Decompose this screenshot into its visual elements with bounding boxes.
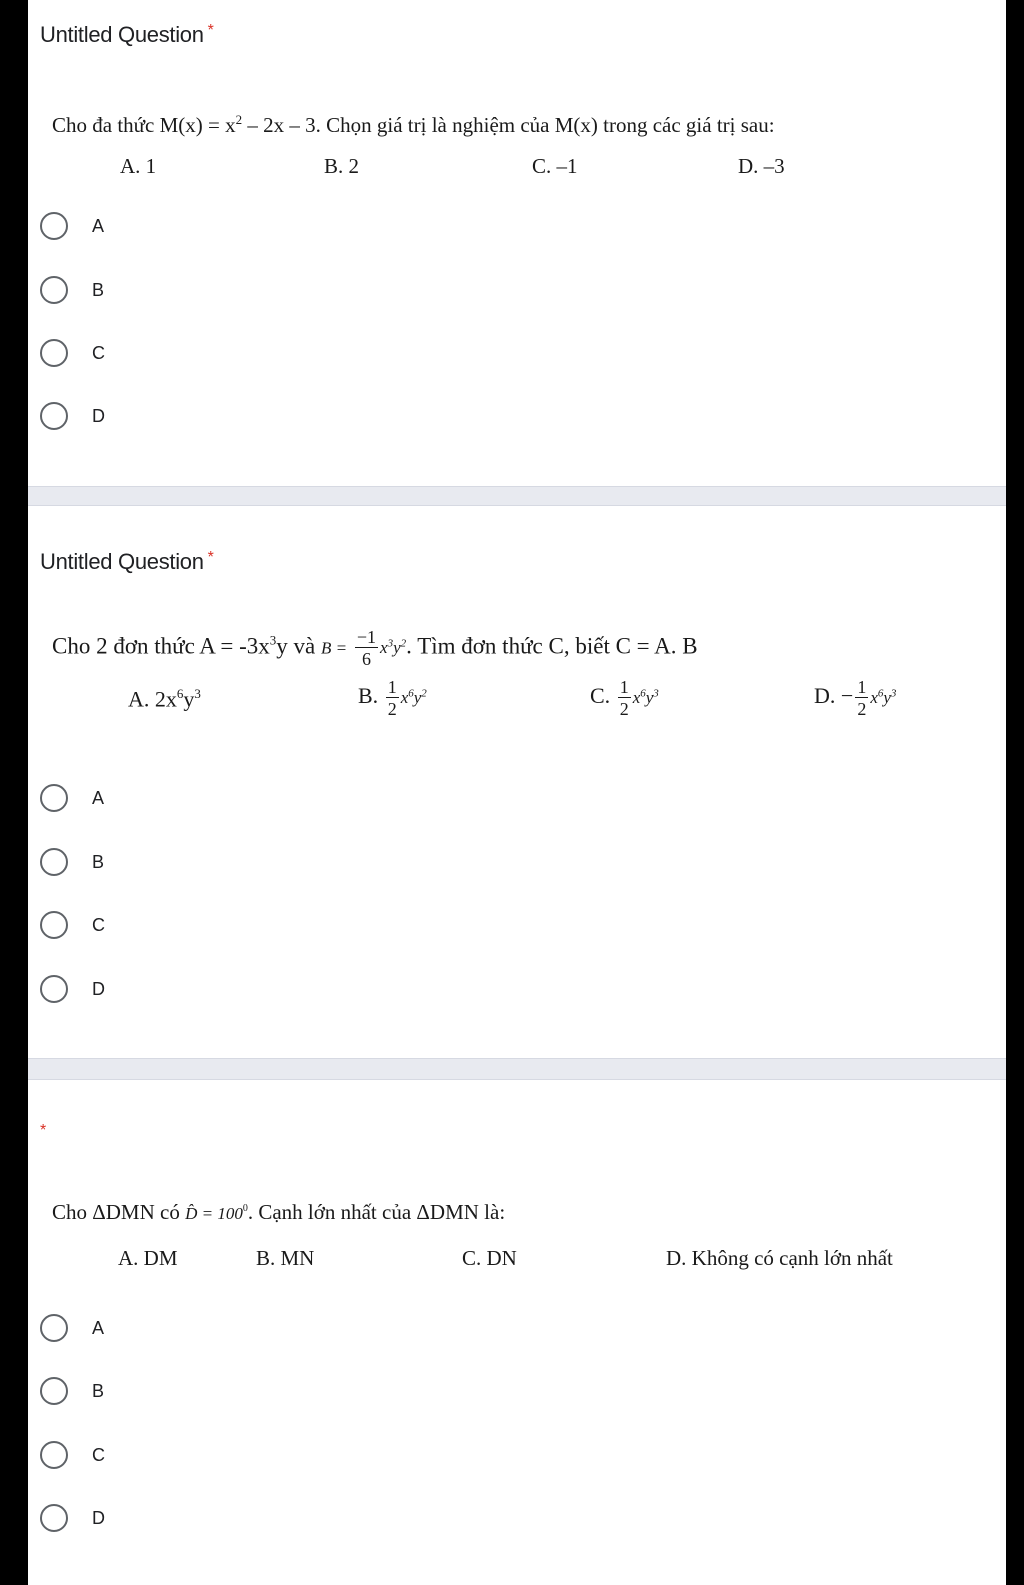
radio-option-b[interactable] [40,842,104,882]
choice-d-text: D. –3 [738,154,785,178]
radio-circle[interactable] [40,1377,68,1405]
radio-circle[interactable] [40,975,68,1003]
section-divider [28,486,1006,506]
radio-option-d[interactable] [40,969,105,1009]
question-stem: Cho 2 đơn thức $A = -3x^3y$ và B = $\frac{-1}{6}$ $x^3y^2$. Tìm đơn thức C, biết C = A. B [52,627,698,669]
radio-circle[interactable] [40,276,68,304]
radio-option-d[interactable] [40,1498,105,1538]
choice-d-text: D. Không có cạnh lớn nhất [666,1246,893,1270]
choice-a-text: A. 1 [120,154,157,178]
option-label: B [92,279,105,300]
radio-option-b[interactable] [40,270,104,310]
radio-option-a[interactable] [40,778,104,818]
radio-option-c[interactable] [40,905,105,945]
radio-option-a[interactable] [40,206,104,246]
radio-option-c[interactable] [40,1435,105,1475]
radio-circle[interactable] [40,848,68,876]
section-divider [28,1058,1006,1080]
choice-b-text: B. $\frac{1}{2}$ $x^6y^2$ [358,677,427,719]
radio-circle[interactable] [40,784,68,812]
option-label: A [92,1317,105,1338]
option-label: C [92,1444,105,1465]
radio-circle[interactable] [40,212,68,240]
option-label: C [92,342,105,363]
option-label: A [92,787,105,808]
option-label: D [92,1507,105,1528]
radio-circle[interactable] [40,911,68,939]
option-label: C [92,914,105,935]
question-card-3 [28,1080,1006,1585]
choice-c-text: C. –1 [532,154,578,178]
radio-circle[interactable] [40,339,68,367]
radio-option-d[interactable] [40,396,105,436]
choice-d-text: D. − $\frac{1}{2}$ $x^6y^3$ [814,677,897,719]
question-title: Untitled Question * [40,549,214,574]
radio-option-c[interactable] [40,333,105,373]
question-stem: Cho đa thức $M(x) = x^2 - 2x - 3$. Chọn giá trị là nghiệm của M(x) trong các giá trị sau: [52,112,775,137]
radio-circle[interactable] [40,1314,68,1342]
choice-a-text: A. $2x^6y^3$ [128,686,201,712]
option-label: D [92,405,105,426]
choice-c-text: C. DN [462,1246,517,1270]
radio-circle[interactable] [40,1504,68,1532]
choice-b-text: B. 2 [324,154,360,178]
option-label: A [92,215,105,236]
option-label: D [92,978,105,999]
radio-circle[interactable] [40,1441,68,1469]
required-asterisk: * [207,22,214,39]
choice-c-text: C. $\frac{1}{2}$ $x^6y^3$ [590,677,659,719]
choice-b-text: B. MN [256,1246,315,1270]
question-card-1 [28,0,1006,486]
option-label: B [92,1380,105,1401]
question-card-2 [28,506,1006,1056]
radio-circle[interactable] [40,402,68,430]
fraction: $\frac{-1}{6}$ [356,627,377,669]
question-title: Untitled Question * [40,22,214,47]
form-page [28,0,1006,1585]
radio-option-b[interactable] [40,1371,104,1411]
option-label: B [92,851,105,872]
required-asterisk: * [40,1122,47,1139]
radio-option-a[interactable] [40,1308,104,1348]
choice-a-text: A. DM [118,1246,178,1270]
question-stem: Cho ΔDMN có D̂ = $100^0$. Cạnh lớn nhất của ΔDMN là: [52,1200,506,1224]
required-asterisk: * [207,549,214,566]
